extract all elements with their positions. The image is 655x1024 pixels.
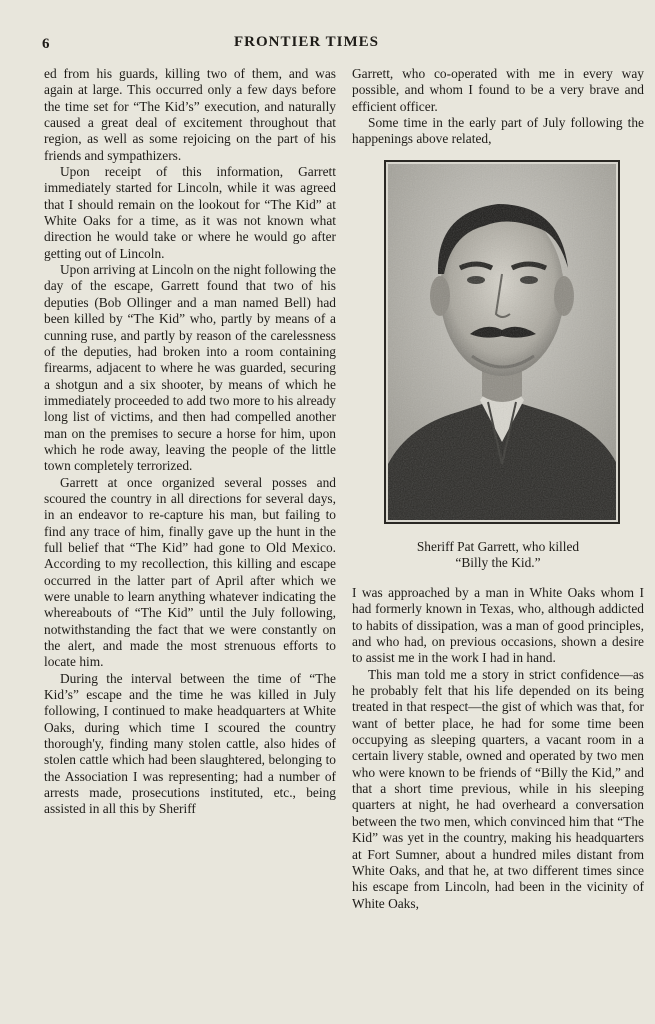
caption-line: Sheriff Pat Garrett, who killed	[416, 539, 580, 554]
page-header	[0, 30, 655, 54]
paragraph: ed from his guards, killing two of them, and was again at large. This occurred only a few days before the time set for “The Kid’s” execution, and naturally caused a great deal of excitement throughout that region, as well as some rejoicing on the part of his friends and sympathizers.	[44, 66, 336, 163]
page-number: 6	[42, 36, 50, 52]
running-head: FRONTIER TIMES	[234, 34, 380, 50]
photo-frame	[384, 160, 620, 524]
caption-line: “Billy the Kid.”	[455, 555, 541, 570]
paragraph: Garrett, who co-operated with me in every way possible, and whom I found to be a very brave and efficient officer.	[352, 66, 644, 114]
paragraph: Upon arriving at Lincoln on the night following the day of the escape, Garrett found that two of his deputies (Bob Ollinger and a man named Bell) had been killed by “The Kid” who, partly by means of a cunning ruse, and partly by reason of the carelessness of the deputies, had broken into a room containing firearms, adjacent to where he was guarded, securing a shotgun and a six shooter, by means of which he immediately proceeded to add two more to his already long list of victims, and then had compelled another man on the premises to secure a horse for him, upon which he rode away, leaving the people of the little town completely terrorized.	[44, 262, 336, 474]
portrait-photo	[388, 164, 616, 520]
paragraph: During the interval between the time of “The Kid’s” escape and the time he was killed in July following, I continued to make headquarters at White Oaks, during which time I scoured the country thorough'y, finding many stolen cattle, also hides of stolen cattle which had been slaughtered, belonging to the Association I was representing; had a number of arrests made, prosecutions instituted, etc., being assisted in all this by Sheriff	[44, 670, 336, 817]
paragraph: I was approached by a man in White Oaks whom I had formerly known in Texas, who, although addicted to habits of dissipation, was a man of good principles, and who had, on previous occasions, shown a desire to assist me in the work I had in hand.	[352, 585, 644, 666]
portrait-figure	[384, 160, 618, 524]
left-column	[44, 66, 336, 818]
right-column-bottom	[352, 585, 644, 912]
right-column-top	[352, 66, 644, 148]
paragraph: This man told me a story in strict confidence—as he probably felt that his life depended on its being treated in that respect—the gist of which was that, for want of better place, he had for some time been occupying as sleeping quarters, a vacant room in a certain livery stable, owned and operated by two men who were known to be friends of “Billy the Kid,” and that a short time previous, while in his sleeping quarters at night, he had overheard a conversation between the two men, which convinced him that “The Kid” was yet in the country, making his headquarters at Fort Sumner, about a hundred miles distant from White Oaks, and that he, at two different times since his escape from Lincoln, had been in the vicinity of White Oaks,	[352, 666, 644, 911]
paragraph: Upon receipt of this information, Garrett immediately started for Lincoln, while it was agreed that I should remain on the lookout for “The Kid” at White Oaks for a time, as it was not known what direction he would take or where he would go after getting out of Lincoln.	[44, 164, 336, 261]
paragraph: Garrett at once organized several posses and scoured the country in all directions for several days, in an endeavor to re-capture his man, but failing to find any trace of him, finally gave up the hunt in the full belief that “The Kid” had gone to Old Mexico. According to my recollection, this killing and escape occurred in the latter part of April after which we were unable to learn anything whatever indicating the whereabouts of “The Kid” until the July following, notwithstanding the fact that we were constantly on the alert, and made the most strenuous efforts to locate him.	[44, 474, 336, 670]
figure-caption	[352, 539, 644, 571]
paragraph: Some time in the early part of July following the happenings above related,	[352, 115, 644, 147]
